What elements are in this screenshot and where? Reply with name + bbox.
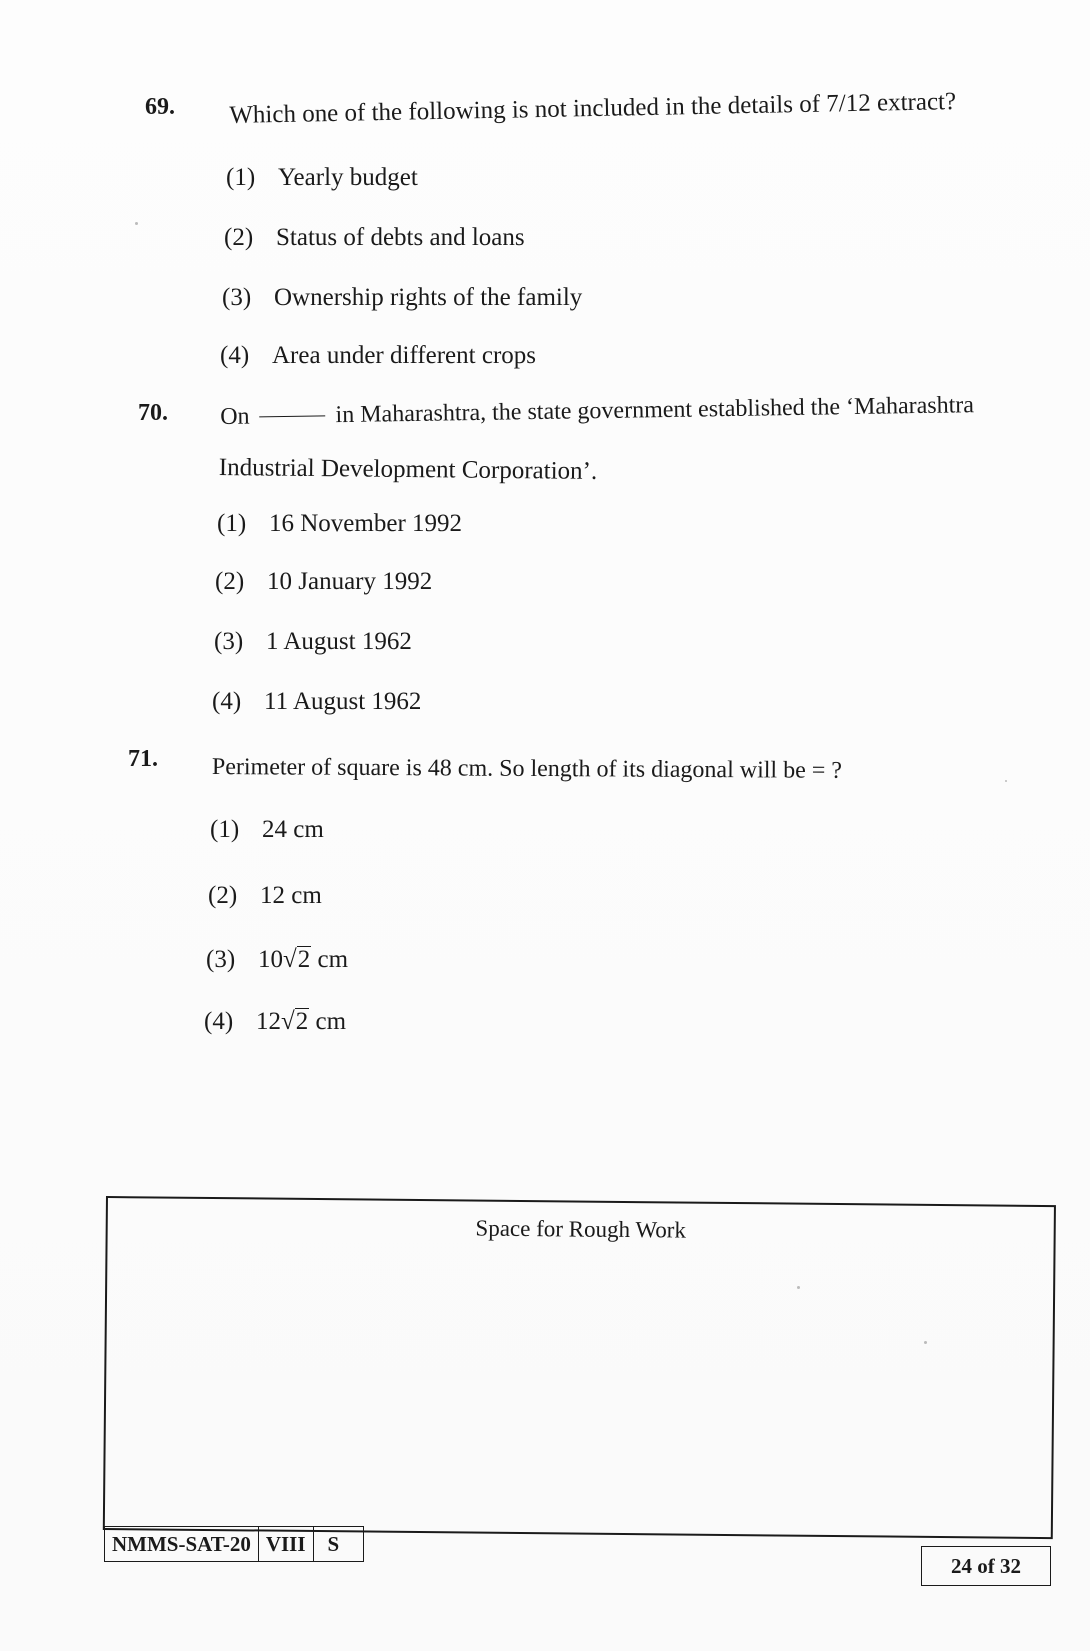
question-70-text-line-2: Industrial Development Corporation’. <box>218 453 598 485</box>
option-text: Area under different crops <box>272 342 537 369</box>
option-coefficient: 10 <box>258 946 283 973</box>
question-70-option-1 <box>217 510 462 538</box>
option-number: (1) <box>217 510 247 537</box>
radicand: 2 <box>297 946 311 973</box>
question-70-option-4 <box>212 688 421 716</box>
scan-speck <box>135 222 138 225</box>
option-text: 24 cm <box>262 816 324 843</box>
scan-speck <box>924 1341 927 1344</box>
option-number: (1) <box>226 164 256 191</box>
radical-sign: √ <box>283 946 297 973</box>
option-number: (4) <box>212 688 242 715</box>
page-number: 24 of 32 <box>921 1546 1051 1586</box>
question-70-option-2 <box>215 568 432 596</box>
rough-work-title: Space for Rough Work <box>475 1215 687 1243</box>
option-text: 11 August 1962 <box>264 688 422 715</box>
option-text: 16 November 1992 <box>269 510 463 537</box>
question-69-option-1 <box>226 164 418 192</box>
series-code: S <box>313 1527 364 1561</box>
question-71-option-4 <box>204 1008 346 1036</box>
question-71-option-3 <box>206 946 348 974</box>
question-71-text: Perimeter of square is 48 cm. So length of its diagonal will be = ? <box>211 753 843 784</box>
option-unit: cm <box>315 1008 347 1035</box>
option-number: (3) <box>214 628 244 655</box>
option-text: 12 cm <box>260 882 322 909</box>
question-70-text-start: On <box>220 403 250 430</box>
question-69-option-4 <box>220 342 536 370</box>
option-number: (4) <box>204 1008 234 1035</box>
fill-in-blank <box>260 415 326 417</box>
question-71-number: 71. <box>128 746 158 772</box>
square-root <box>281 1008 309 1036</box>
question-71-option-1 <box>210 816 324 844</box>
standard-code: VIII <box>258 1527 313 1561</box>
option-number: (3) <box>222 284 252 311</box>
question-70-text-line-1 <box>220 390 974 432</box>
option-number: (1) <box>210 816 240 843</box>
exam-code: NMMS-SAT-20 <box>112 1531 251 1556</box>
option-number: (3) <box>206 946 236 973</box>
option-text: Ownership rights of the family <box>274 284 583 311</box>
option-text: Yearly budget <box>278 164 418 191</box>
question-69-option-2 <box>224 224 525 252</box>
question-70-number: 70. <box>138 400 168 426</box>
option-text: 10 January 1992 <box>267 568 433 595</box>
radicand: 2 <box>295 1008 309 1035</box>
option-text: Status of debts and loans <box>276 224 525 251</box>
radical-sign: √ <box>281 1008 295 1035</box>
square-root <box>283 946 311 974</box>
option-text: 1 August 1962 <box>266 628 412 655</box>
option-number: (2) <box>208 882 238 909</box>
question-71-option-2 <box>208 882 322 910</box>
option-unit: cm <box>317 946 349 973</box>
question-69-text: Which one of the following is not included in the details of 7/12 extract? <box>229 88 957 129</box>
scan-speck <box>1005 780 1007 782</box>
option-number: (2) <box>224 224 254 251</box>
question-69-option-3 <box>222 284 582 312</box>
rough-work-box <box>103 1196 1056 1539</box>
option-number: (2) <box>215 568 245 595</box>
option-coefficient: 12 <box>256 1008 281 1035</box>
scan-speck <box>797 1286 800 1289</box>
exam-code-box <box>104 1526 364 1562</box>
question-70-text-end: in Maharashtra, the state government established the ‘Maharashtra <box>335 392 975 429</box>
option-number: (4) <box>220 342 250 369</box>
question-70-option-3 <box>214 628 412 656</box>
question-69-number: 69. <box>145 94 175 120</box>
